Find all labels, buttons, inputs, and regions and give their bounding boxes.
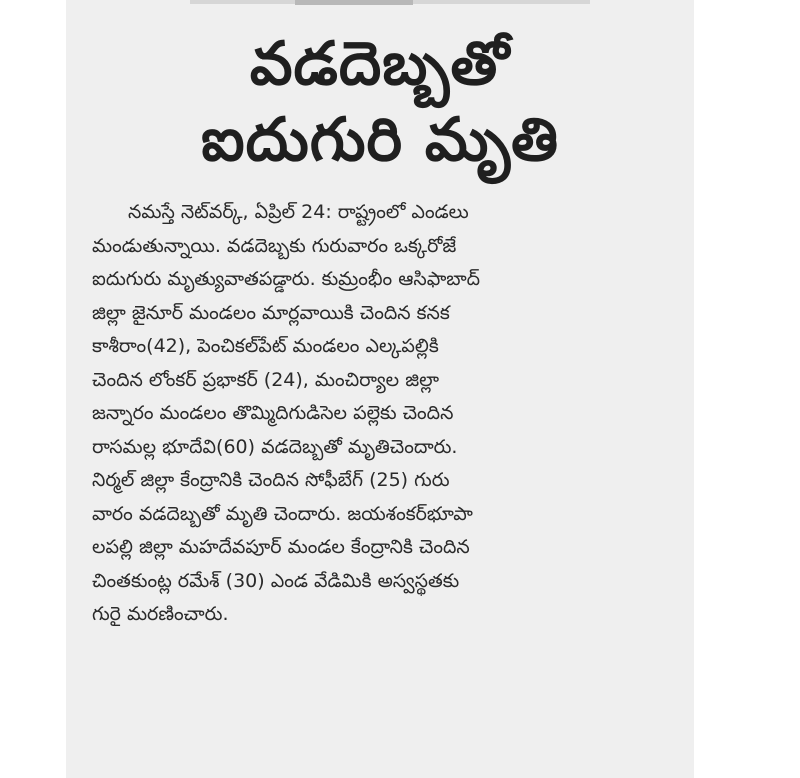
body-line-5: కాశీరాం(42), పెంచికల్‌పేట్ మండలం ఎల్కపల్లికి <box>92 335 439 357</box>
headline <box>66 26 694 178</box>
headline-line-1: వడదెబ్బతో <box>249 29 511 99</box>
headline-line-2: ఐదుగురి మృతి <box>200 105 559 175</box>
body-line-6: చెందిన లోంకర్ ప్రభాకర్ (24), మంచిర్యాల జిల్లా <box>92 368 439 391</box>
article-body <box>92 196 678 632</box>
body-line-8: రాసమల్ల భూదేవి(60) వడదెబ్బతో మృతిచెందారు. <box>92 435 458 458</box>
top-divider-accent <box>295 0 413 5</box>
body-line-10: వారం వడదెబ్బతో మృతి చెందారు. జయశంకర్‌భూపా <box>92 502 473 525</box>
body-line-4: జిల్లా జైనూర్ మండలం మార్లవాయికి చెందిన కనక <box>92 301 450 324</box>
body-line-9: నిర్మల్ జిల్లా కేంద్రానికి చెందిన సోఫీబేగ్ (25) గురు <box>92 469 450 491</box>
body-line-13: గురై మరణించారు. <box>92 603 229 625</box>
body-line-2: మండుతున్నాయి. వడదెబ్బకు గురువారం ఒక్కరోజే <box>92 234 457 257</box>
body-line-11: లపల్లి జిల్లా మహదేవపూర్ మండల కేంద్రానికి చెందిన <box>92 536 470 558</box>
body-line-7: జన్నారం మండలం తొమ్మిదిగుడిసెల పల్లెకు చెందిన <box>92 402 454 424</box>
body-line-12: చింతకుంట్ల రమేశ్ (30) ఎండ వేడిమికి అస్వస్థతకు <box>92 569 460 592</box>
body-line-3: ఐదుగురు మృత్యువాతపడ్డారు. కుమ్రంభీం ఆసిఫాబాద్ <box>92 268 481 290</box>
body-line-1: నమస్తే నెట్‌వర్క్, ఏప్రిల్ 24: రాష్ట్రంలో ఎండలు <box>128 201 469 223</box>
